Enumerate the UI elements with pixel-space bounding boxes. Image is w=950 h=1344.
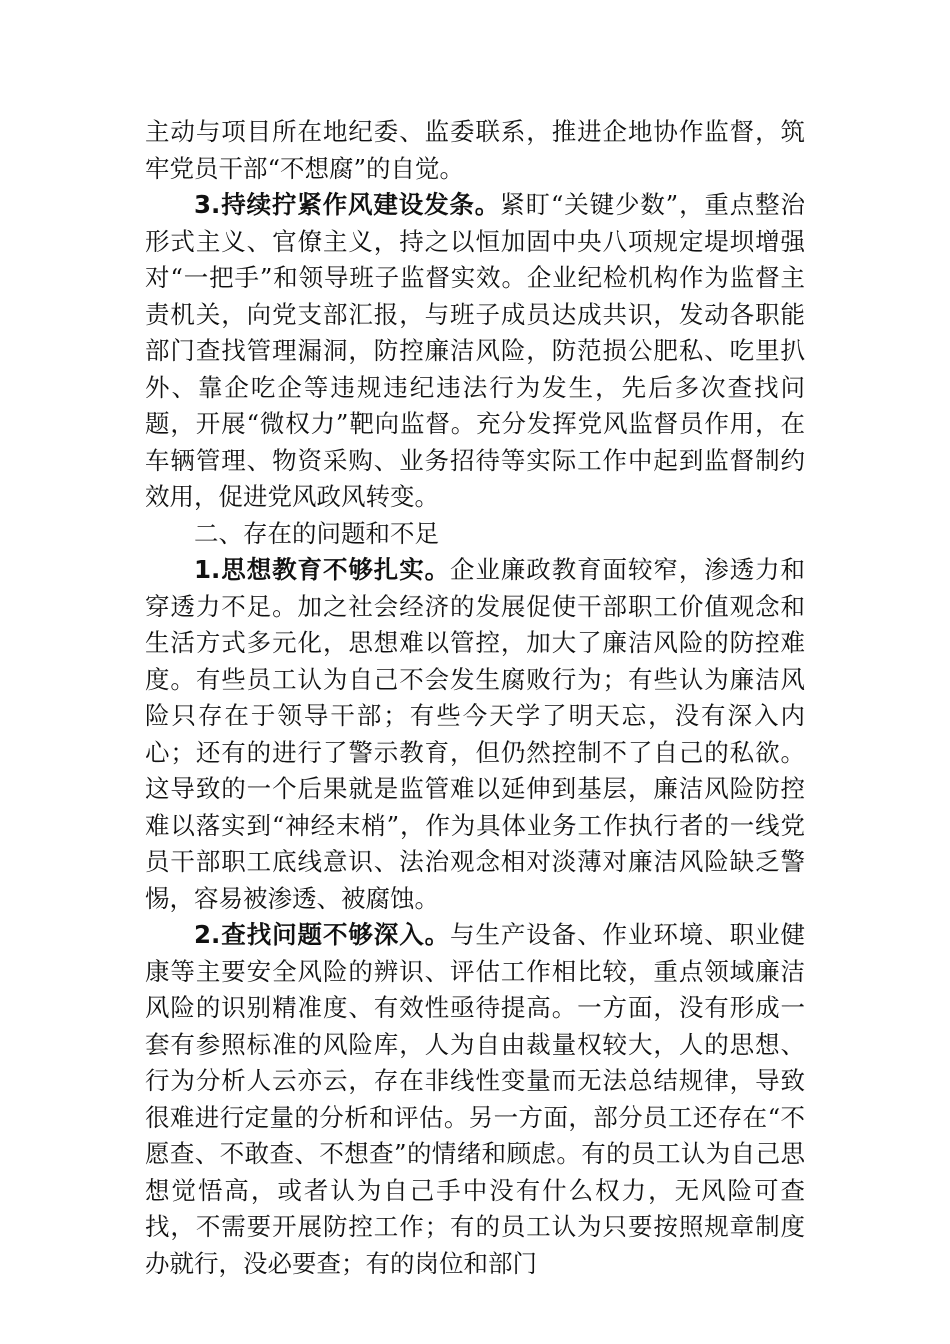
paragraph-body: 主动与项目所在地纪委、监委联系，推进企地协作监督，筑牢党员干部“不想腐”的自觉。 [145, 117, 805, 183]
paragraph-body: 与生产设备、作业环境、职业健康等主要安全风险的辨识、评估工作相比较，重点领域廉洁风险的识别精准度、有效性亟待提高。一方面，没有形成一套有参照标准的风险库，人为自由裁量权较大，人的思想、行为分析人云亦云，存在非线性变量而无法总结规律，导致很难进行定量的分析和评估。另一方面，部分员工还存在“不愿查、不敢查、不想查”的情绪和顾虑。有的员工认为自己思想觉悟高，或者认为自己手中没有什么权力，无风险可查找，不需要开展防控工作；有的员工认为只要按照规章制度办就行，没必要查；有的岗位和部门 [145, 920, 805, 1278]
paragraph-problem-finding [145, 917, 805, 1282]
document-page [145, 114, 805, 1282]
paragraph-lead: 1.思想教育不够扎实。 [194, 555, 451, 584]
paragraph-work-style [145, 187, 805, 516]
section-heading: 二、存在的问题和不足 [194, 518, 439, 548]
paragraph-lead: 2.查找问题不够深入。 [194, 920, 451, 949]
paragraph-body: 企业廉政教育面较窄，渗透力和穿透力不足。加之社会经济的发展促使干部职工价值观念和生活方式多元化，思想难以管控，加大了廉洁风险的防控难度。有些员工认为自己不会发生腐败行为；有些认为廉洁风险只存在于领导干部；有些今天学了明天忘，没有深入内心；还有的进行了警示教育，但仍然控制不了自己的私欲。这导致的一个后果就是监管难以延伸到基层，廉洁风险防控难以落实到“神经末梢”，作为具体业务工作执行者的一线党员干部职工底线意识、法治观念相对淡薄对廉洁风险缺乏警惕，容易被渗透、被腐蚀。 [145, 555, 805, 913]
paragraph-continuation [145, 114, 805, 187]
paragraph-ideology-education [145, 552, 805, 917]
paragraph-body: 紧盯“关键少数”，重点整治形式主义、官僚主义，持之以恒加固中央八项规定堤坝增强对“一把手”和领导班子监督实效。企业纪检机构作为监督主责机关，向党支部汇报，与班子成员达成共识，发动各职能部门查找管理漏洞，防控廉洁风险，防范损公肥私、吃里扒外、靠企吃企等违规违纪违法行为发生，先后多次查找问题，开展“微权力”靶向监督。充分发挥党风监督员作用，在车辆管理、物资采购、业务招待等实际工作中起到监督制约效用，促进党风政风转变。 [145, 190, 805, 511]
paragraph-lead: 3.持续拧紧作风建设发条。 [194, 190, 501, 219]
